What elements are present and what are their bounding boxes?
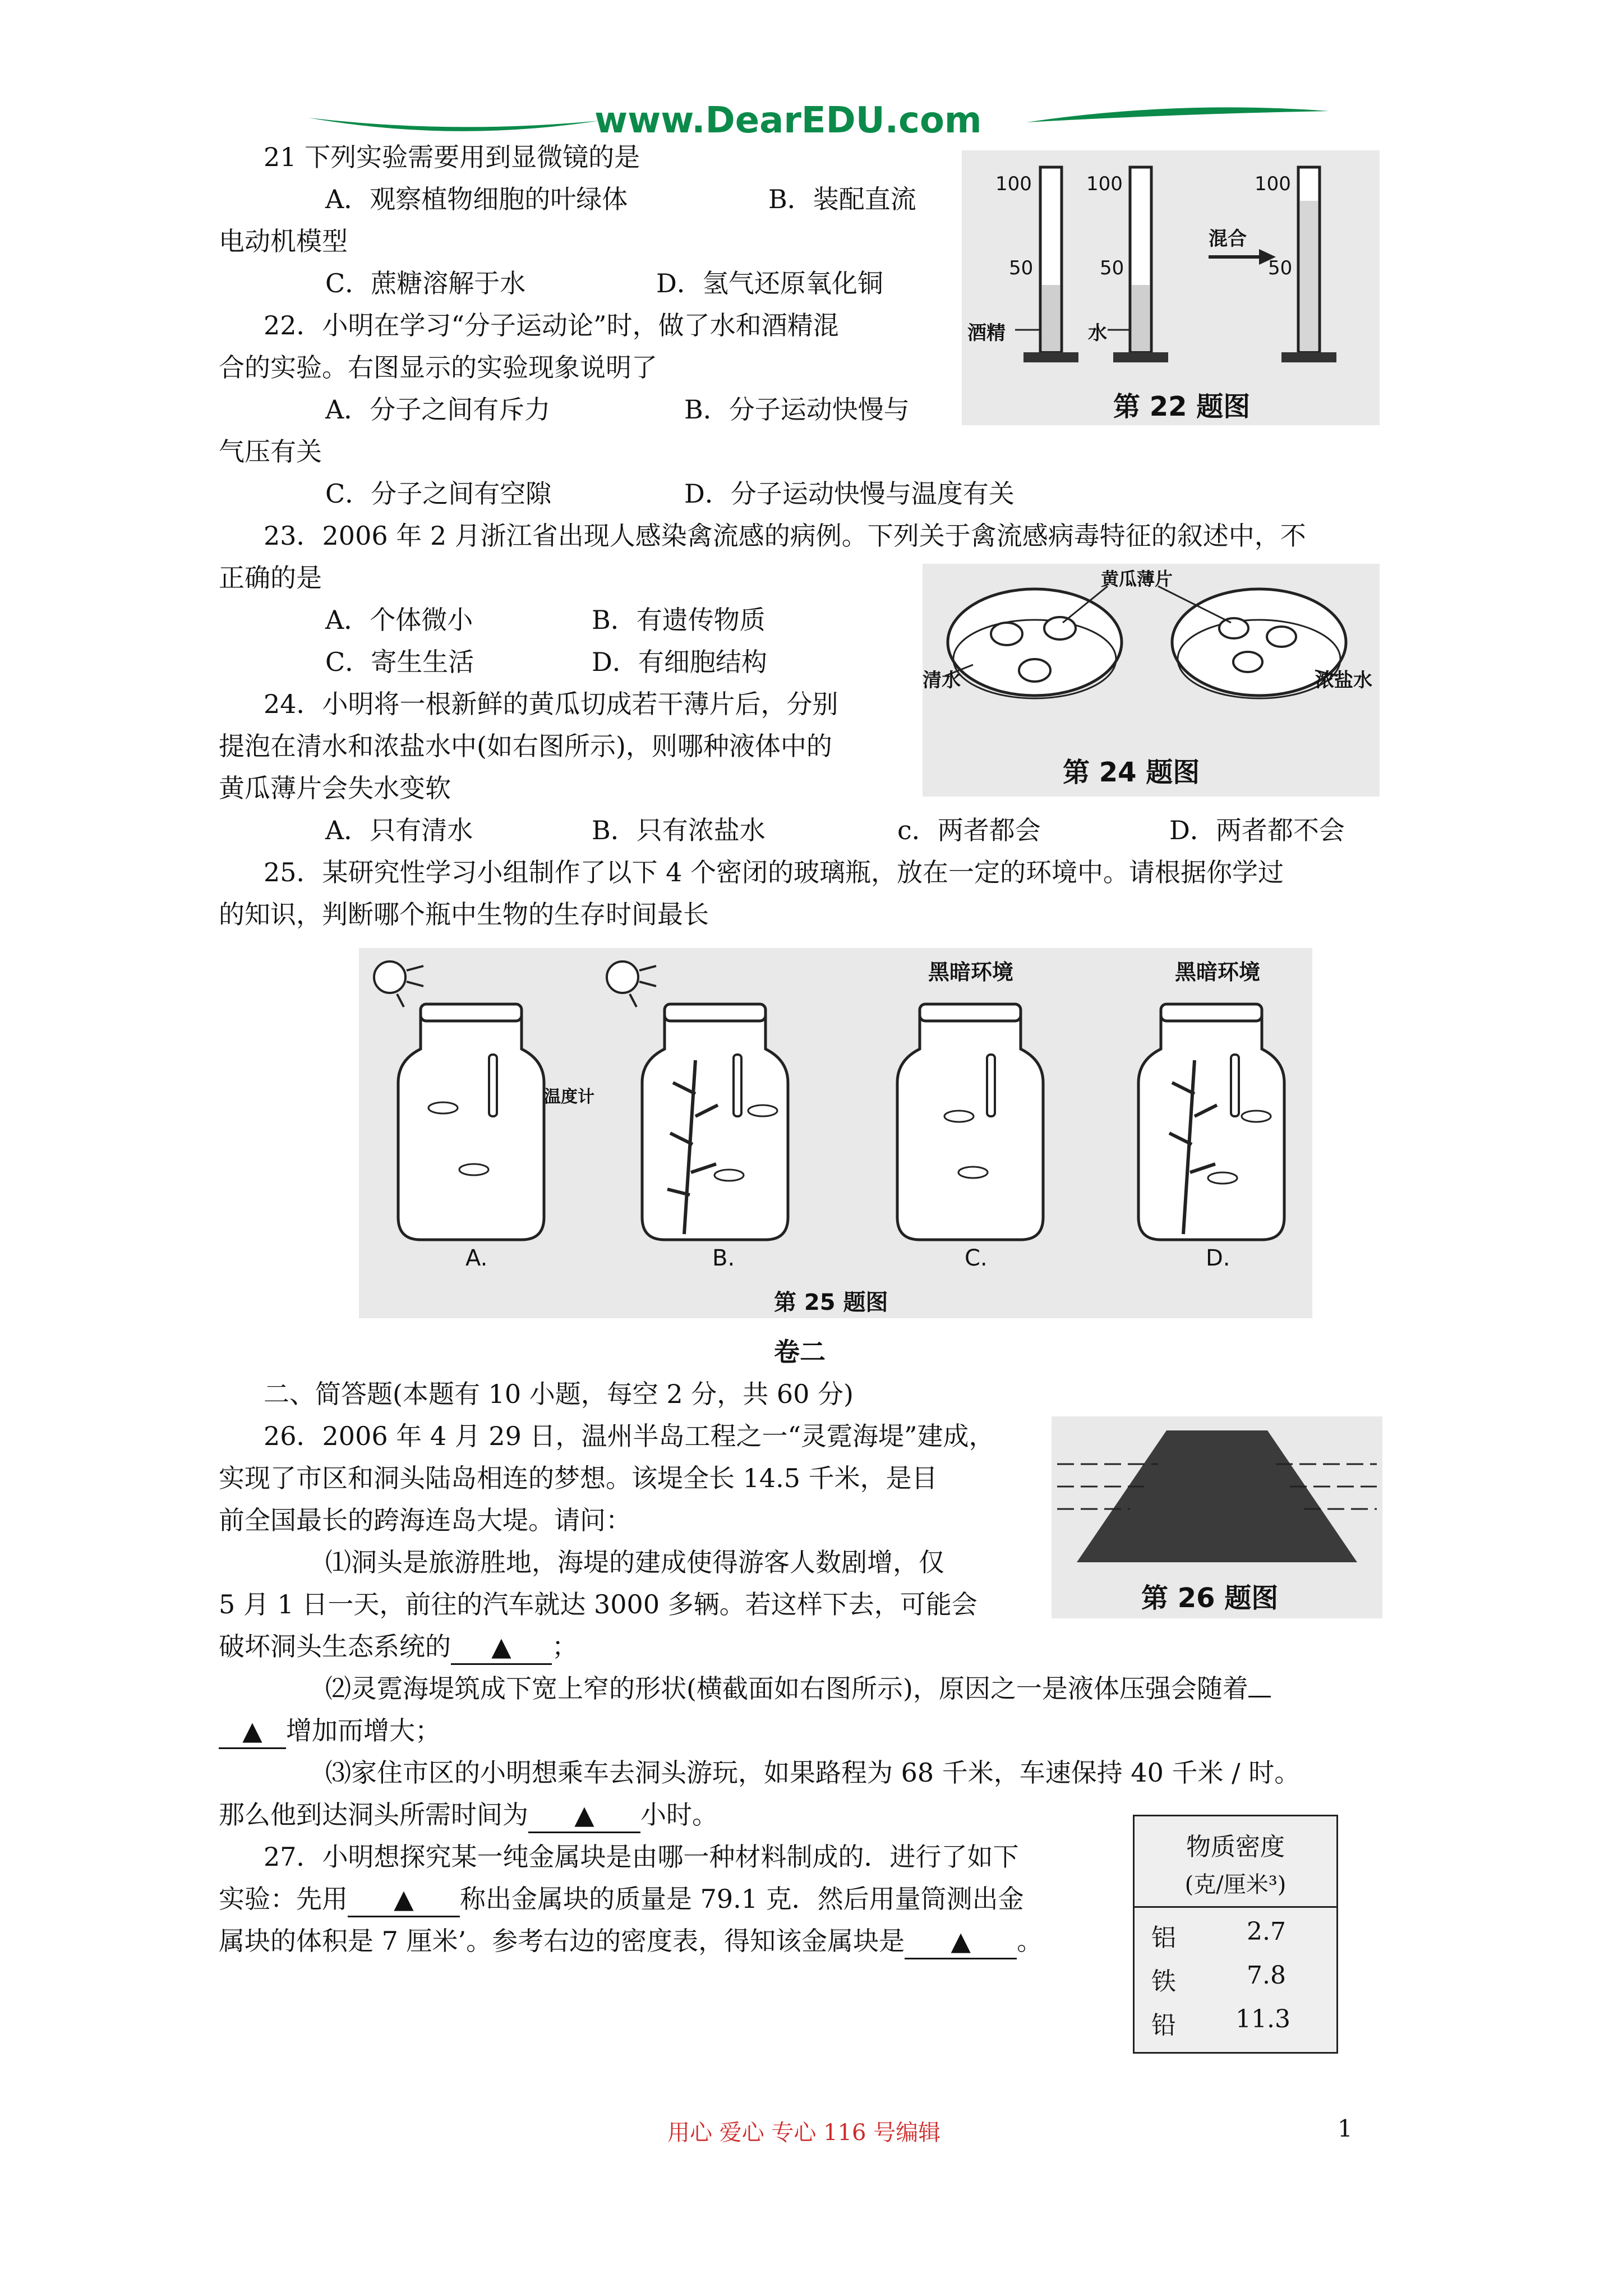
density-row-lead-name: 铅 — [1151, 2011, 1176, 2040]
fig25-dark-c: 黑暗环境 — [928, 960, 1014, 984]
q26-part1-a: ⑴洞头是旅游胜地，海堤的建成使得游客人数剧增，仅 — [325, 1547, 944, 1577]
fig25-thermometer: 温度计 — [544, 1087, 594, 1107]
q27-blank-2[interactable]: ▲ — [905, 1924, 1017, 1959]
header-swoosh-right — [1026, 100, 1329, 139]
figure-22 — [962, 150, 1380, 425]
q22-option-c: C．分子之间有空隙 — [325, 478, 552, 509]
density-table — [1133, 1815, 1338, 2054]
q21-option-b-cont: 电动机模型 — [219, 226, 348, 256]
fig24-label-salt: 浓盐水 — [1315, 669, 1372, 692]
q23-option-c: C．寄生生活 — [325, 647, 474, 677]
q24-option-b: B．只有浓盐水 — [592, 815, 766, 845]
fig22-label-water: 水 — [1088, 322, 1107, 344]
q26-part3-b — [219, 1798, 718, 1833]
fig22-label-mix: 混合 — [1209, 228, 1247, 250]
fig22-tick-50-b: 50 — [1100, 257, 1124, 279]
q26-part2-b — [219, 1714, 441, 1749]
q25-stem-2: 的知识，判断哪个瓶中生物的生存时间最长 — [219, 899, 709, 930]
site-logo: www.DearEDU.com — [594, 100, 982, 141]
fig25-label-d: D. — [1206, 1245, 1230, 1271]
density-row-iron-name: 铁 — [1151, 1967, 1176, 1996]
q22-option-b-cont: 气压有关 — [219, 436, 322, 467]
q21-option-d: D．氢气还原氧化铜 — [656, 268, 883, 298]
q21-option-a: A．观察植物细胞的叶绿体 — [325, 184, 628, 214]
fig22-tick-50-c: 50 — [1268, 257, 1293, 279]
density-header-2: (克/厘米³) — [1184, 1872, 1287, 1898]
q21-option-b: B．装配直流 — [768, 184, 916, 214]
q21-stem: 21 下列实验需要用到显微镜的是 — [264, 142, 640, 172]
fig25-dark-d: 黑暗环境 — [1175, 960, 1261, 984]
header-swoosh-left — [308, 101, 600, 140]
q27-stem-3 — [219, 1924, 1043, 1959]
footer-text: 用心 爱心 专心 116 号编辑 — [667, 2120, 941, 2146]
q27-stem-3-a: 属块的体积是 7 厘米’。参考右边的密度表，得知该金属块是 — [219, 1926, 905, 1956]
density-row-aluminium-value: 2.7 — [1247, 1917, 1286, 1946]
density-row-aluminium-name: 铝 — [1151, 1924, 1176, 1952]
q26-part1-b: 5 月 1 日一天，前往的汽车就达 3000 多辆。若这样下去，可能会 — [219, 1589, 978, 1619]
q26-part3-a: ⑶家住市区的小明想乘车去洞头游玩，如果路程为 68 千米，车速保持 40 千米 / 时。 — [325, 1757, 1301, 1788]
fig26-caption: 第 26 题图 — [1141, 1582, 1279, 1614]
q24-stem-2: 提泡在清水和浓盐水中(如右图所示)，则哪种液体中的 — [219, 731, 832, 761]
figure-26 — [1052, 1416, 1382, 1618]
q23-option-b: B．有遗传物质 — [592, 605, 766, 635]
q26-part1-c-text: 破坏洞头生态系统的 — [219, 1631, 451, 1662]
page-number: 1 — [1338, 2115, 1353, 2142]
q27-stem-2-a: 实验：先用 — [219, 1884, 348, 1914]
q26-part3-b-end: 小时。 — [640, 1800, 718, 1830]
q22-stem-1: 22．小明在学习“分子运动论”时，做了水和酒精混 — [264, 310, 839, 341]
fig22-caption: 第 22 题图 — [1113, 391, 1251, 422]
figure-24 — [923, 564, 1380, 797]
q27-stem-2-b: 称出金属块的质量是 79.1 克．然后用量筒测出金 — [460, 1884, 1024, 1914]
q26-part1-c-end: ； — [552, 1631, 578, 1662]
fig24-label-slice: 黄瓜薄片 — [1101, 568, 1173, 590]
fig24-label-fresh: 清水 — [923, 669, 961, 692]
q21-option-c: C．蔗糖溶解于水 — [325, 268, 526, 298]
q26-part1-c — [219, 1630, 578, 1665]
q26-blank-2[interactable]: ▲ — [219, 1714, 286, 1749]
fig22-tick-100-a: 100 — [995, 173, 1032, 195]
q26-part2-a-text: ⑵灵霓海堤筑成下宽上窄的形状(横截面如右图所示)，原因之一是液体压强会随着 — [325, 1673, 1248, 1704]
q23-stem-2: 正确的是 — [219, 563, 322, 593]
q25-stem-1: 25．某研究性学习小组制作了以下 4 个密闭的玻璃瓶，放在一定的环境中。请根据你学过 — [264, 857, 1284, 887]
q24-option-d: D．两者都不会 — [1169, 815, 1345, 845]
density-row-iron-value: 7.8 — [1247, 1961, 1286, 1990]
fig25-caption: 第 25 题图 — [774, 1290, 888, 1315]
q24-stem-3: 黄瓜薄片会失水变软 — [219, 773, 451, 803]
q26-blank-1[interactable]: ▲ — [451, 1630, 552, 1665]
density-row-lead-value: 11.3 — [1235, 2005, 1290, 2033]
q26-blank-3[interactable]: ▲ — [528, 1798, 640, 1833]
section-heading: 二、简答题(本题有 10 小题，每空 2 分，共 60 分) — [264, 1379, 854, 1409]
fig22-label-alcohol: 酒精 — [967, 322, 1006, 344]
q22-option-b: B．分子运动快慢与 — [684, 394, 910, 425]
fig25-label-a: A. — [465, 1245, 488, 1271]
section-title: 卷二 — [774, 1337, 826, 1367]
q26-part2-a — [325, 1672, 1271, 1705]
fig25-label-b: B. — [712, 1245, 735, 1271]
q23-option-a: A．个体微小 — [325, 605, 473, 635]
figure-25 — [359, 948, 1312, 1318]
fig22-tick-50-a: 50 — [1009, 257, 1034, 279]
q22-option-d: D．分子运动快慢与温度有关 — [684, 478, 1015, 509]
q27-blank-1[interactable]: ▲ — [348, 1882, 460, 1917]
q26-stem-3: 前全国最长的跨海连岛大堤。请问： — [219, 1505, 631, 1535]
q22-option-a: A．分子之间有斥力 — [325, 394, 551, 425]
q23-stem-1: 23．2006 年 2 月浙江省出现人感染禽流感的病例。下列关于禽流感病毒特征的叙述中，不 — [264, 521, 1306, 551]
fig22-tick-100-b: 100 — [1086, 173, 1123, 195]
fig24-caption: 第 24 题图 — [1063, 757, 1200, 788]
q27-stem-1: 27．小明想探究某一纯金属块是由哪一种材料制成的．进行了如下 — [264, 1842, 1019, 1872]
q27-stem-3-end: 。 — [1017, 1926, 1043, 1956]
fig22-tick-100-c: 100 — [1255, 173, 1291, 195]
q24-stem-1: 24．小明将一根新鲜的黄瓜切成若干薄片后，分别 — [264, 689, 838, 719]
q26-stem-2: 实现了市区和洞头陆岛相连的梦想。该堤全长 14.5 千米，是目 — [219, 1463, 938, 1493]
q26-part2-b-text: 增加而增大； — [286, 1715, 441, 1746]
q26-part3-b-text: 那么他到达洞头所需时间为 — [219, 1800, 528, 1830]
q24-option-c: c．两者都会 — [897, 815, 1041, 845]
q27-stem-2 — [219, 1882, 1024, 1917]
figure-25-jars — [359, 948, 1312, 1318]
q22-stem-2: 合的实验。右图显示的实验现象说明了 — [219, 352, 657, 383]
q26-stem-1: 26．2006 年 4 月 29 日，温州半岛工程之一“灵霓海堤”建成， — [264, 1421, 995, 1451]
q23-option-d: D．有细胞结构 — [592, 647, 767, 677]
fig25-label-c: C. — [965, 1245, 988, 1271]
q26-blank-2-start — [1248, 1696, 1271, 1697]
q24-option-a: A．只有清水 — [325, 815, 473, 845]
density-header-1: 物质密度 — [1186, 1833, 1285, 1861]
